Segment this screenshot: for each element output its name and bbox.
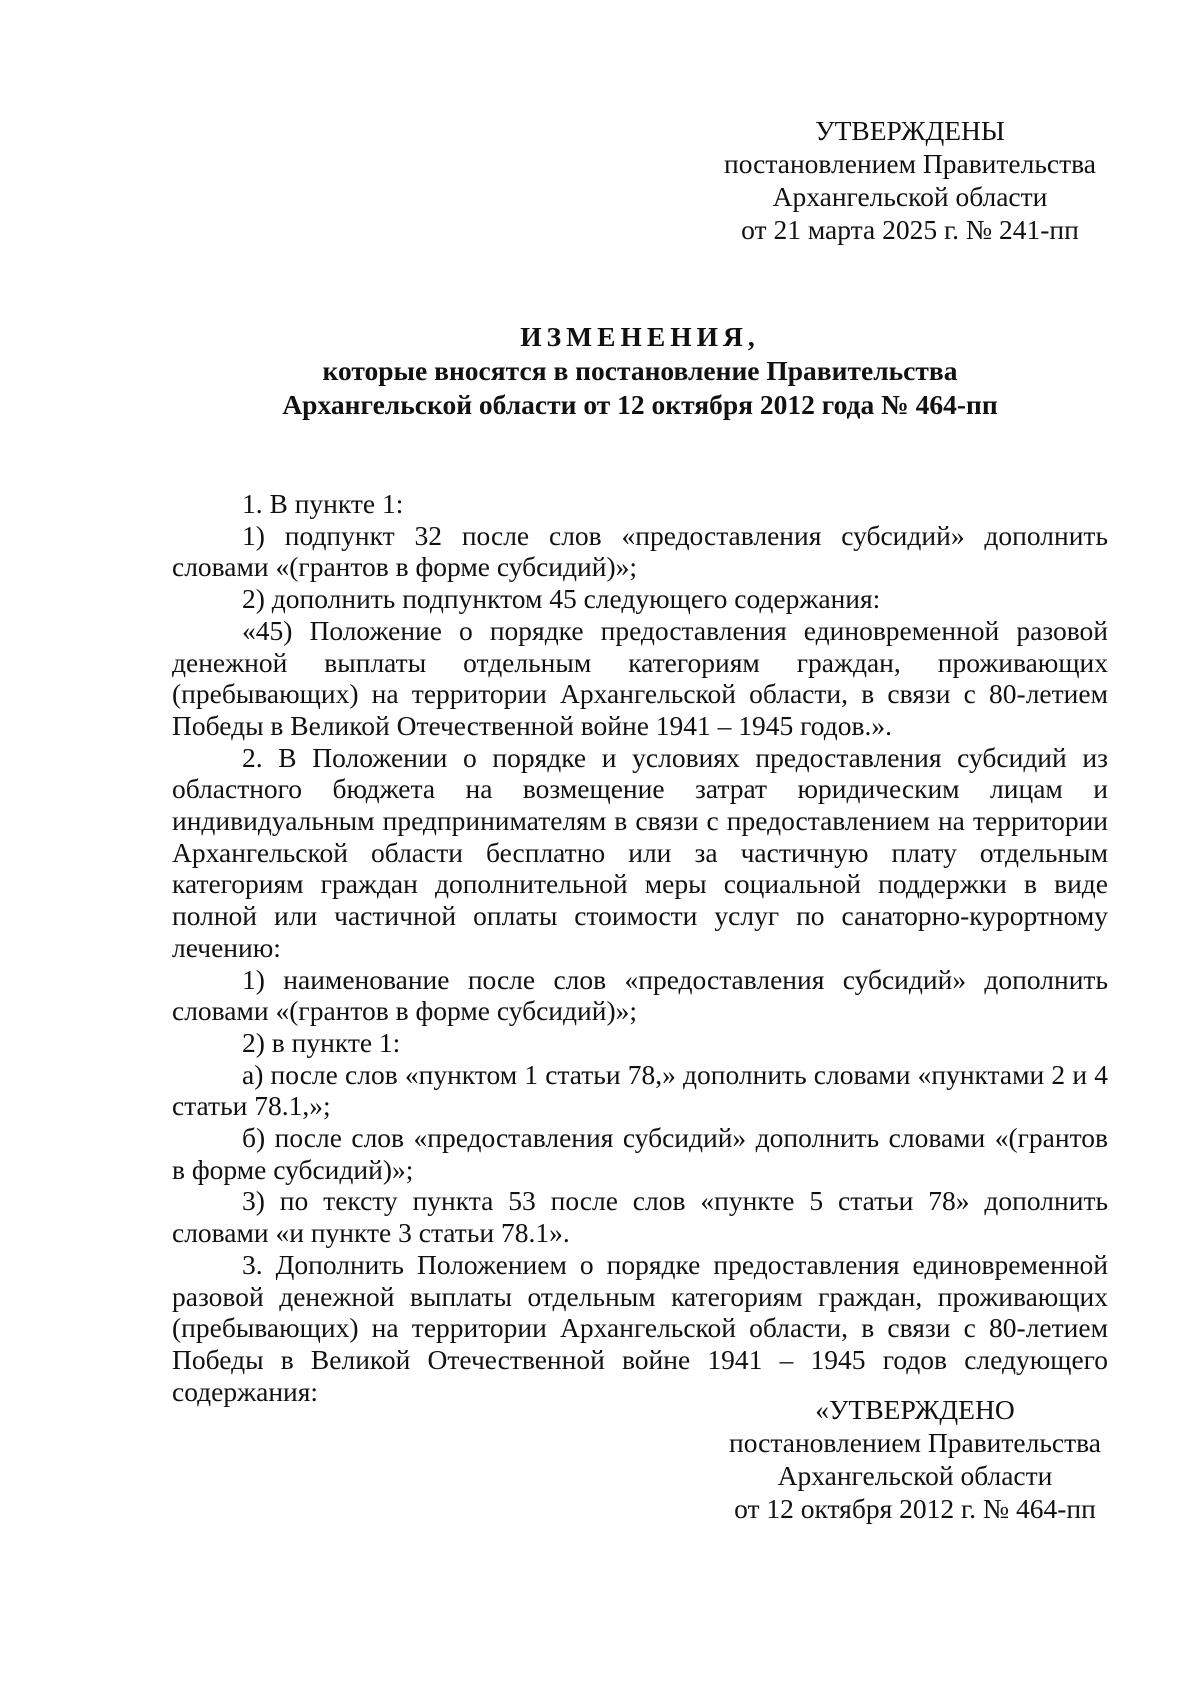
approval-top-line: от 21 марта 2025 г. № 241-пп bbox=[741, 214, 1079, 245]
title-main: ИЗМЕНЕНИЯ, bbox=[520, 321, 760, 352]
title-line: которые вносятся в постановление Правительства bbox=[322, 355, 958, 386]
paragraph: а) после слов «пунктом 1 статьи 78,» дополнить словами «пунктами 2 и 4 статьи 78.1,»; bbox=[172, 1058, 1108, 1122]
approval-stamp-top bbox=[720, 114, 1100, 246]
document-body bbox=[172, 488, 1108, 1407]
paragraph: 2) дополнить подпунктом 45 следующего содержания: bbox=[242, 583, 881, 615]
paragraph: 1) наименование после слов «предоставления субсидий» дополнить словами «(грантов в форме субсидий)»; bbox=[172, 963, 1108, 1027]
paragraph: б) после слов «предоставления субсидий» дополнить словами «(грантов в форме субсидий)»; bbox=[172, 1122, 1108, 1185]
approval-top-line: Архангельской области bbox=[772, 181, 1048, 212]
approval-bottom-line: Архангельской области bbox=[777, 1460, 1053, 1491]
paragraph: 2) в пункте 1: bbox=[242, 1026, 401, 1058]
paragraph: 1) подпункт 32 после слов «предоставления субсидий» дополнить словами «(грантов в форме субсидий)»; bbox=[172, 519, 1108, 583]
approval-bottom-line: от 12 октября 2012 г. № 464-пп bbox=[734, 1493, 1096, 1524]
approval-top-line: УТВЕРЖДЕНЫ bbox=[815, 115, 1005, 146]
title-line: Архангельской области от 12 октября 2012 года № 464-пп bbox=[282, 389, 998, 420]
approval-bottom-line: постановлением Правительства bbox=[729, 1427, 1101, 1458]
document-title bbox=[170, 320, 1110, 422]
paragraph: 2. В Положении о порядке и условиях предоставления субсидий из областного бюджета на возмещение затрат юридическим лицам и индивидуальным предпринимателям в связи с предоставлением на территории Архангельской области бесплатно или за частичную плату отдельным категориям граждан дополнительной меры социальной поддержки в виде полной или частичной оплаты стоимости услуг по санаторно-курортному лечению: bbox=[172, 741, 1108, 963]
approval-top-line: постановлением Правительства bbox=[724, 148, 1096, 179]
paragraph: 3) по тексту пункта 53 после слов «пункте 5 статьи 78» дополнить словами «и пункте 3 статьи 78.1». bbox=[172, 1185, 1108, 1249]
approval-bottom-line: «УТВЕРЖДЕНО bbox=[815, 1394, 1015, 1425]
approval-stamp-bottom bbox=[725, 1393, 1105, 1525]
paragraph: 3. Дополнить Положением о порядке предоставления единовременной разовой денежной выплаты отдельным категориям граждан, проживающих (пребывающих) на территории Архангельской области, в связи с 80-летием Победы в Великой Отечественной войне 1941 – 1945 годов следующего содержания: bbox=[172, 1248, 1108, 1407]
paragraph: 1. В пункте 1: bbox=[242, 488, 404, 519]
paragraph: «45) Положение о порядке предоставления единовременной разовой денежной выплаты отдельным категориям граждан, проживающих (пребывающих) на территории Архангельской области, в связи с 80-летием Победы в Великой Отечественной войне 1941 – 1945 годов.». bbox=[172, 614, 1108, 741]
